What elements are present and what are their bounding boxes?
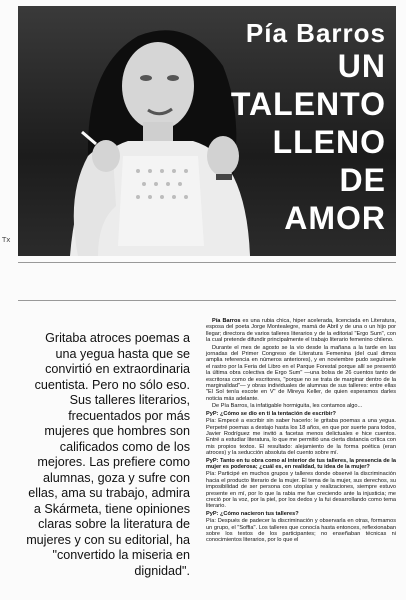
headline-line-4: DE (339, 162, 386, 198)
question-2: PyP: Tanto en tu obra como al interior de tus talleres, la presencia de la mujer es poderosa; ¿cuál es, en realidad, tu idea de la mujer? (206, 457, 396, 470)
intro-text: Gritaba atroces poemas a una yegua hasta que se convirtió en extraordinaria cuentista. Pero no sólo eso. Sus talleres literarios, frecuentados por más mujeres que hombres son calificados como de los mejores. Las prefiere como alumnas, goza y sufre con ellas, ama su trabajo, admira a Skármeta, tiene opiniones claras sobre la literatura de mujeres y con su editorial, ha "convertido la miseria en dignidad". (26, 331, 190, 578)
answer-2: Pía: Participé en muchos grupos y talleres donde observé la discriminación hacia el producto literario de la mujer. El tema de la mujer, sus derechos, su imposibilidad de ser persona con utopías y realizaciones, siempre estuvo presente en mí, por lo que la rabia me fue creciendo ante la injusticia; me creció por la voz, por la piel, por los dedos y la fui desarrollando como tema literario. (206, 471, 396, 510)
divider-top (18, 262, 396, 263)
headline (231, 20, 386, 237)
headline-line-2: TALENTO (230, 86, 386, 122)
headline-line-1: UN (337, 48, 386, 84)
side-mark: Tx (2, 236, 11, 244)
question-1: PyP: ¿Cómo se dio en ti la tentación de escribir? (206, 410, 336, 417)
paragraph-3: De Pía Barros, la infatigable hormiguita, les contamos algo... (212, 403, 363, 410)
headline-name: Pía Barros (245, 18, 386, 48)
answer-3: Pía: Después de padecer la discriminación y observarla en otras, formamos un grupo, el "Soffia". Los talleres que conocía hasta entonces, reflexionaban sobre los textos de los participantes; no enseñaban técnicas ni conocimientos literarios, por lo que el (206, 518, 396, 544)
headline-line-5: AMOR (284, 200, 386, 236)
answer-1: Pía: Empecé a escribir sin saber hacerlo: le gritaba poemas a una yegua. Perpetré poemas a destajo hasta los 18 años, en que por suerte para todos, Javier Rodríguez me invitó a facetas menos delictuales e hice cuentos. Entré a estudiar literatura, lo que me permitió una cierta distancia crítica con mis propios textos. El resultado: alejamiento de la forma poética (eran atroces) y la seducción absoluta del cuento sobre mí. (206, 418, 396, 457)
lead-name: Pía Barros (212, 318, 241, 324)
portrait-photo (18, 6, 396, 256)
question-3: PyP: ¿Cómo nacieron tus talleres? (206, 510, 299, 517)
paragraph-2: Durante el mes de agosto se la vio desde la mañana a la tarde en las jornadas del Primer Congreso de Literatura Femenina (del cual dimos amplia referencia en números anteriores), y en noviembre pudo seguírsele el rastro por la Feria del Libro en el Parque Forestal porque allí se presentó la última obra colectiva de Ergo Sum" —una bolsa de 26 cuentos tanto de escritoras como de escritores, "porque no se trata de marginar dentro de la marginalidad"— y obras individuales de alumnas de sus talleres: entre ellas "El Sol tenía escote en V" de Mireya Keller, de quien esperamos darles noticia más adelante. (206, 344, 396, 402)
article-body (206, 318, 396, 545)
paragraph-1: Pía Barros es una rubia chica, hiper acelerada, licenciada en Literatura, esposa del poeta Jorge Montealegre, mamá de Abril y de una o un hijo por llegar; directora de varios talleres literarios y de la editorial "Ergo Sum", con la cual pretende difundir principalmente el trabajo literario femenino chileno. (206, 318, 397, 344)
divider-middle (18, 300, 396, 301)
headline-line-3: LLENO (272, 124, 386, 160)
